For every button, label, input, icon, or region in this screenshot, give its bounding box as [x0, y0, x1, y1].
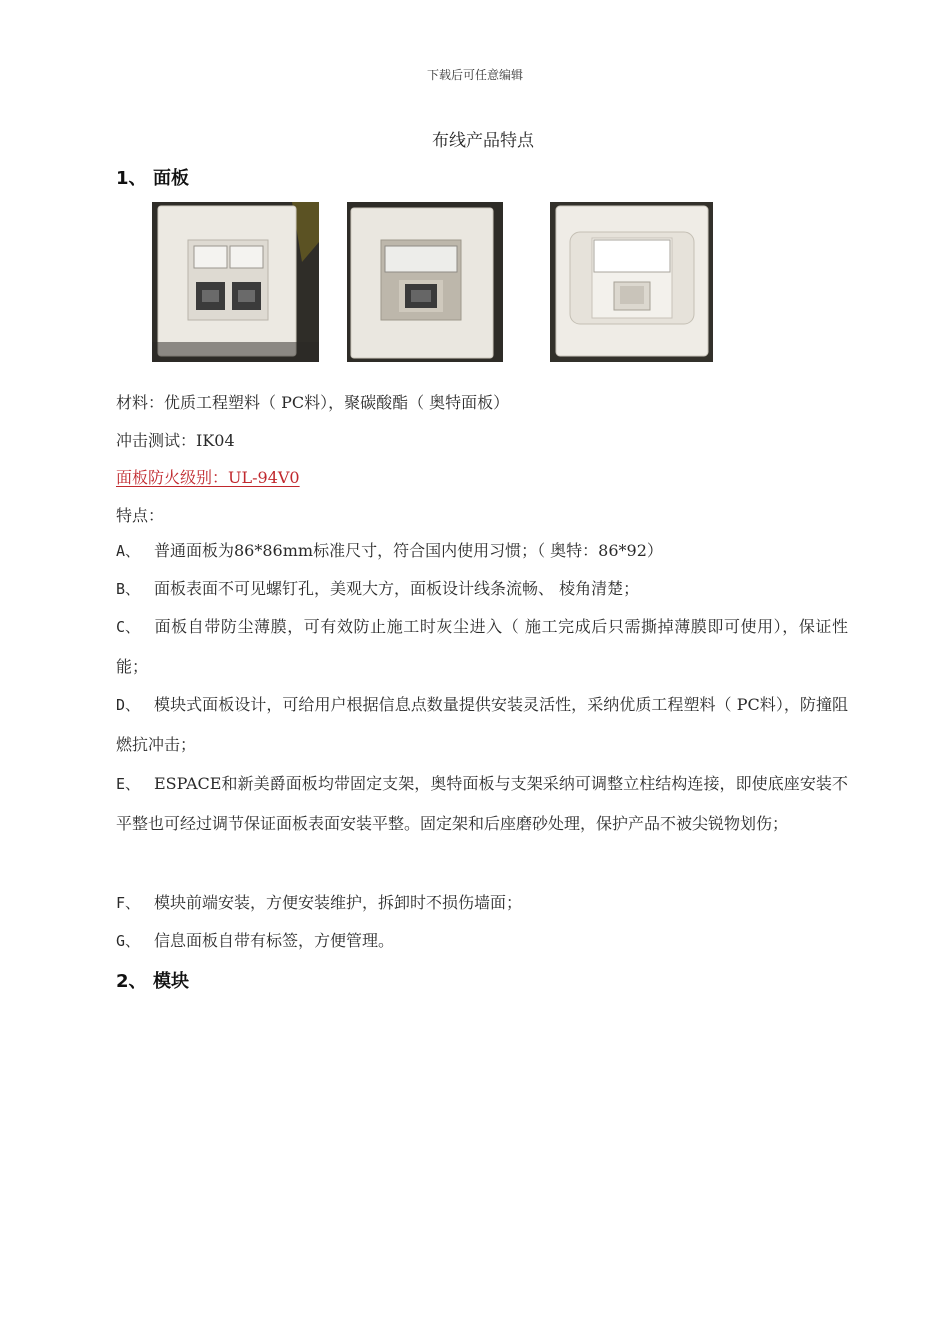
feature-text: 面板自带防尘薄膜，可有效防止施工时灰尘进入（ 施工完成后只需撕掉薄膜即可使用），保证性能；: [116, 617, 848, 676]
feature-label: C、: [116, 618, 141, 636]
section-heading-module: [116, 967, 189, 993]
feature-item: [116, 685, 848, 765]
feature-text: 普通面板为86*86mm标准尺寸，符合国内使用习惯；（ 奥特：86*92）: [154, 541, 663, 560]
section-label: 面板: [153, 168, 189, 189]
feature-text: 面板表面不可见螺钉孔，美观大方，面板设计线条流畅、 棱角清楚；: [154, 579, 640, 598]
material-line: 材料：优质工程塑料（ PC料），聚碳酸酯（ 奥特面板）: [116, 393, 510, 412]
feature-item: [116, 764, 848, 844]
feature-item: [116, 569, 848, 609]
section-number: 1、: [116, 168, 147, 189]
feature-item: [116, 531, 848, 571]
section-heading-panel: [116, 164, 189, 190]
feature-label: E、: [116, 775, 141, 793]
features-label: 特点：: [116, 506, 165, 525]
section-number: 2、: [116, 971, 147, 992]
photo-single-port-faceplate: [347, 202, 503, 362]
photo-framed-single-port-faceplate: [550, 202, 713, 362]
feature-item: [116, 883, 848, 923]
feature-item: [116, 921, 848, 961]
impact-test-line: 冲击测试：IK04: [116, 431, 235, 450]
feature-label: A、: [116, 542, 141, 560]
section-label: 模块: [153, 971, 189, 992]
fire-rating-line: 面板防火级别：UL-94V0: [116, 468, 300, 487]
photo-dual-port-faceplate: [152, 202, 319, 362]
feature-text: ESPACE和新美爵面板均带固定支架，奥特面板与支架采纳可调整立柱结构连接，即使底座安装不平整也可经过调节保证面板表面安装平整。固定架和后座磨砂处理，保护产品不被尖锐物划伤；: [116, 774, 848, 833]
document-title: 布线产品特点: [432, 131, 534, 151]
feature-text: 模块式面板设计，可给用户根据信息点数量提供安装灵活性，采纳优质工程塑料（ PC料），防撞阻燃抗冲击；: [116, 695, 848, 754]
feature-text: 模块前端安装，方便安装维护，拆卸时不损伤墙面；: [154, 893, 523, 912]
feature-label: G、: [116, 932, 141, 950]
header-note: 下载后可任意编辑: [426, 68, 523, 82]
feature-text: 信息面板自带有标签，方便管理。: [154, 931, 395, 950]
feature-label: B、: [116, 580, 141, 598]
feature-label: D、: [116, 696, 141, 714]
feature-label: F、: [116, 894, 141, 912]
feature-item: [116, 607, 848, 687]
